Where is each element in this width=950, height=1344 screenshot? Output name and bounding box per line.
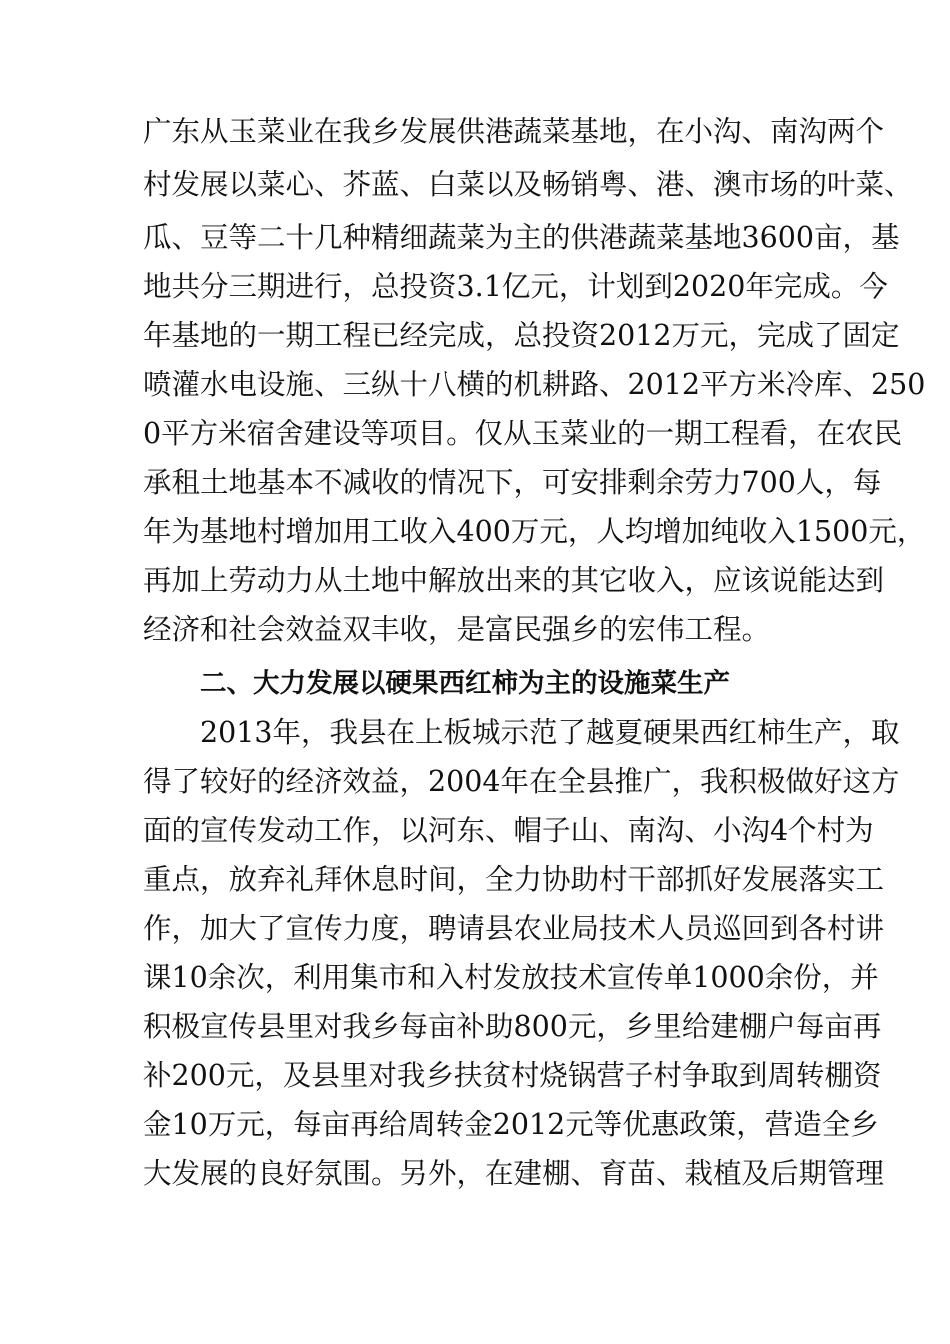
text-line: 经济和社会效益双丰收，是富民强乡的宏伟工程。 — [143, 613, 771, 646]
text-line: 地共分三期进行，总投资3.1亿元，计划到2020年完成。今 — [143, 270, 888, 303]
text-line: 作，加大了宣传力度，聘请县农业局技术人员巡回到各村讲 — [143, 912, 885, 945]
text-line: 村发展以菜心、芥蓝、白菜以及畅销粤、港、澳市场的叶菜、 — [143, 168, 913, 201]
text-line: 课10余次，利用集市和入村发放技术宣传单1000余份，并 — [143, 961, 879, 994]
text-line: 瓜、豆等二十几种精细蔬菜为主的供港蔬菜基地3600亩，基 — [143, 221, 900, 254]
text-line: 2013年，我县在上板城示范了越夏硬果西红柿生产，取 — [200, 716, 900, 749]
text-line: 补200元，及县里对我乡扶贫村烧锅营子村争取到周转棚资 — [143, 1059, 882, 1092]
text-line: 金10万元，每亩再给周转金2012元等优惠政策，营造全乡 — [143, 1108, 879, 1141]
text-line: 承租土地基本不减收的情况下，可安排剩余劳力700人，每 — [143, 466, 882, 499]
text-line: 喷灌水电设施、三纵十八横的机耕路、2012平方米冷库、250 — [143, 368, 926, 401]
text-line: 得了较好的经济效益，2004年在全县推广，我积极做好这方 — [143, 765, 900, 798]
text-line: 0平方米宿舍建设等项目。仅从玉菜业的一期工程看，在农民 — [143, 417, 903, 450]
text-line: 年基地的一期工程已经完成，总投资2012万元，完成了固定 — [143, 319, 900, 352]
text-line: 面的宣传发动工作，以河东、帽子山、南沟、小沟4个村为 — [143, 814, 874, 847]
section-heading: 二、大力发展以硬果西红柿为主的设施菜生产 — [200, 668, 730, 699]
text-line: 广东从玉菜业在我乡发展供港蔬菜基地，在小沟、南沟两个 — [143, 115, 885, 148]
text-line: 再加上劳动力从土地中解放出来的其它收入，应该说能达到 — [143, 564, 885, 597]
text-line: 年为基地村增加用工收入400万元，人均增加纯收入1500元， — [143, 515, 926, 548]
text-line: 积极宣传县里对我乡每亩补助800元，乡里给建棚户每亩再 — [143, 1010, 882, 1043]
text-line: 重点，放弃礼拜休息时间，全力协助村干部抓好发展落实工 — [143, 863, 885, 896]
text-line: 大发展的良好氛围。另外，在建棚、育苗、栽植及后期管理 — [143, 1157, 885, 1190]
